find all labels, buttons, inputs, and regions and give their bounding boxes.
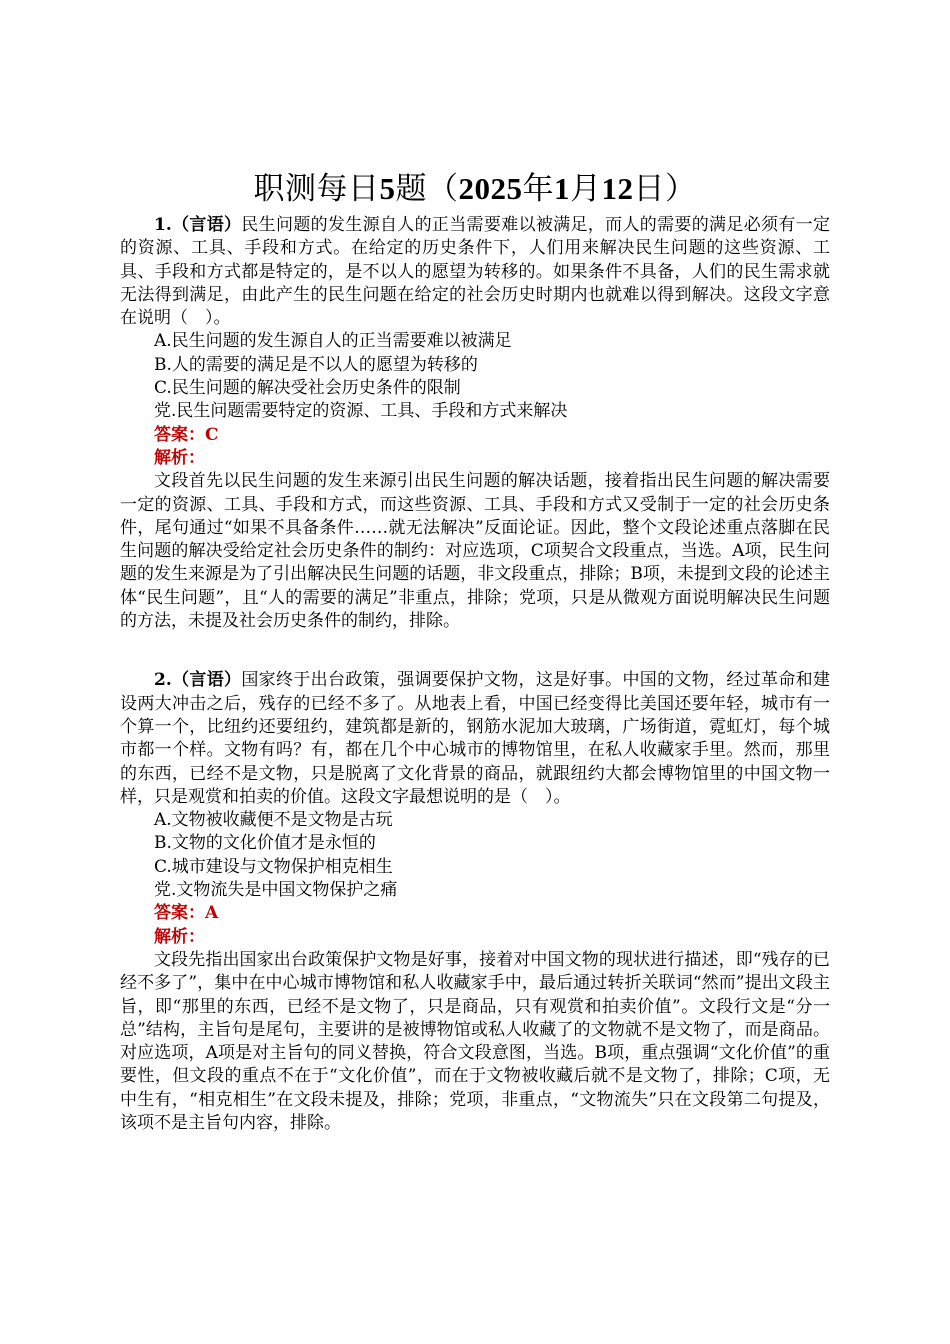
analysis-label: 解析： [154, 447, 205, 468]
title-prefix: 职测每日 [253, 171, 380, 206]
question-1 [120, 214, 830, 633]
option-d: 党.文物流失是中国文物保护之痛 [154, 880, 398, 901]
title-day: 12 [601, 171, 634, 206]
title-day-suffix: 日） [633, 171, 697, 206]
question-stem [120, 214, 830, 330]
option-c: C.城市建设与文物保护相克相生 [154, 856, 393, 877]
question-2 [120, 669, 830, 1135]
title-year: 2025 [458, 171, 523, 206]
title-mid: 题（ [395, 171, 459, 206]
question-stem [120, 669, 830, 809]
answer-label: 答案：C [154, 424, 219, 445]
title-year-suffix: 年 [522, 171, 554, 206]
question-spacer [120, 633, 830, 669]
title-month: 1 [554, 171, 570, 206]
question-text: 民生问题的发生源自人的正当需要难以被满足，而人的需要的满足必须有一定的资源、工具、手段和方式。在给定的历史条件下，人们用来解决民生问题的这些资源、工具、手段和方式都是特定的，是不以人的愿望为转移的。如果条件不具备，人们的民生需求就无法得到满足，由此产生的民生问题在给定的社会历史时期内也就难以得到解决。这段文字意在说明（ ）。 [120, 215, 830, 329]
analysis-text: 文段首先以民生问题的发生来源引出民生问题的解决话题，接着指出民生问题的解决需要一定的资源、工具、手段和方式，而这些资源、工具、手段和方式又受制于一定的社会历史条件，尾句通过“如果不具备条件……就无法解决”反面论证。因此，整个文段论述重点落脚在民生问题的解决受给定社会历史条件的制约：对应选项，C项契合文段重点，当选。A项，民生问题的发生来源是为了引出解决民生问题的话题，非文段重点，排除；B项，未提到文段的论述主体“民生问题”，且“人的需要的满足”非重点，排除；党项，只是从微观方面说明解决民生问题的方法，未提及社会历史条件的制约，排除。 [120, 471, 830, 632]
option-c: C.民生问题的解决受社会历史条件的限制 [154, 378, 461, 399]
question-text: 国家终于出台政策，强调要保护文物，这是好事。中国的文物，经过革命和建设两大冲击之后，残存的已经不多了。从地表上看，中国已经变得比美国还要年轻，城市有一个算一个，比纽约还要纽约，建筑都是新的，钢筋水泥加大玻璃，广场街道，霓虹灯，每个城市都一个样。文物有吗？有，都在几个中心城市的博物馆里，在私人收藏家手里。然而，那里的东西，已经不是文物，只是脱离了文化背景的商品，就跟纽约大都会博物馆里的中国文物一样，只是观赏和拍卖的价值。这段文字最想说明的是（ ）。 [120, 670, 830, 807]
option-a: A.民生问题的发生源自人的正当需要难以被满足 [154, 331, 512, 352]
page-title [120, 168, 830, 210]
option-a: A.文物被收藏便不是文物是古玩 [154, 810, 393, 831]
question-tag: 2.（言语） [154, 670, 242, 691]
option-d: 党.民生问题需要特定的资源、工具、手段和方式来解决 [154, 401, 568, 422]
option-b: B.文物的文化价值才是永恒的 [154, 833, 376, 854]
title-month-suffix: 月 [570, 171, 602, 206]
analysis-label: 解析： [154, 926, 205, 947]
title-count: 5 [379, 171, 396, 206]
answer-label: 答案：A [154, 903, 219, 924]
question-tag: 1.（言语） [154, 215, 242, 235]
option-b: B.人的需要的满足是不以人的愿望为转移的 [154, 354, 478, 375]
analysis-text: 文段先指出国家出台政策保护文物是好事，接着对中国文物的现状进行描述，即“残存的已经不多了”，集中在中心城市博物馆和私人收藏家手中，最后通过转折关联词“然而”提出文段主旨，即“那里的东西，已经不是文物了，只是商品，只有观赏和拍卖价值”。文段行文是“分一总”结构，主旨句是尾句，主要讲的是被博物馆或私人收藏了的文物就不是文物了，而是商品。对应选项，A项是对主旨句的同义替换，符合文段意图，当选。B项，重点强调“文化价值”的重要性，但文段的重点不在于“文化价值”，而在于文物被收藏后就不是文物了，排除；C项，无中生有，“相克相生”在文段未提及，排除；党项，非重点，“文物流失”只在文段第二句提及，该项不是主旨句内容，排除。 [120, 949, 830, 1133]
